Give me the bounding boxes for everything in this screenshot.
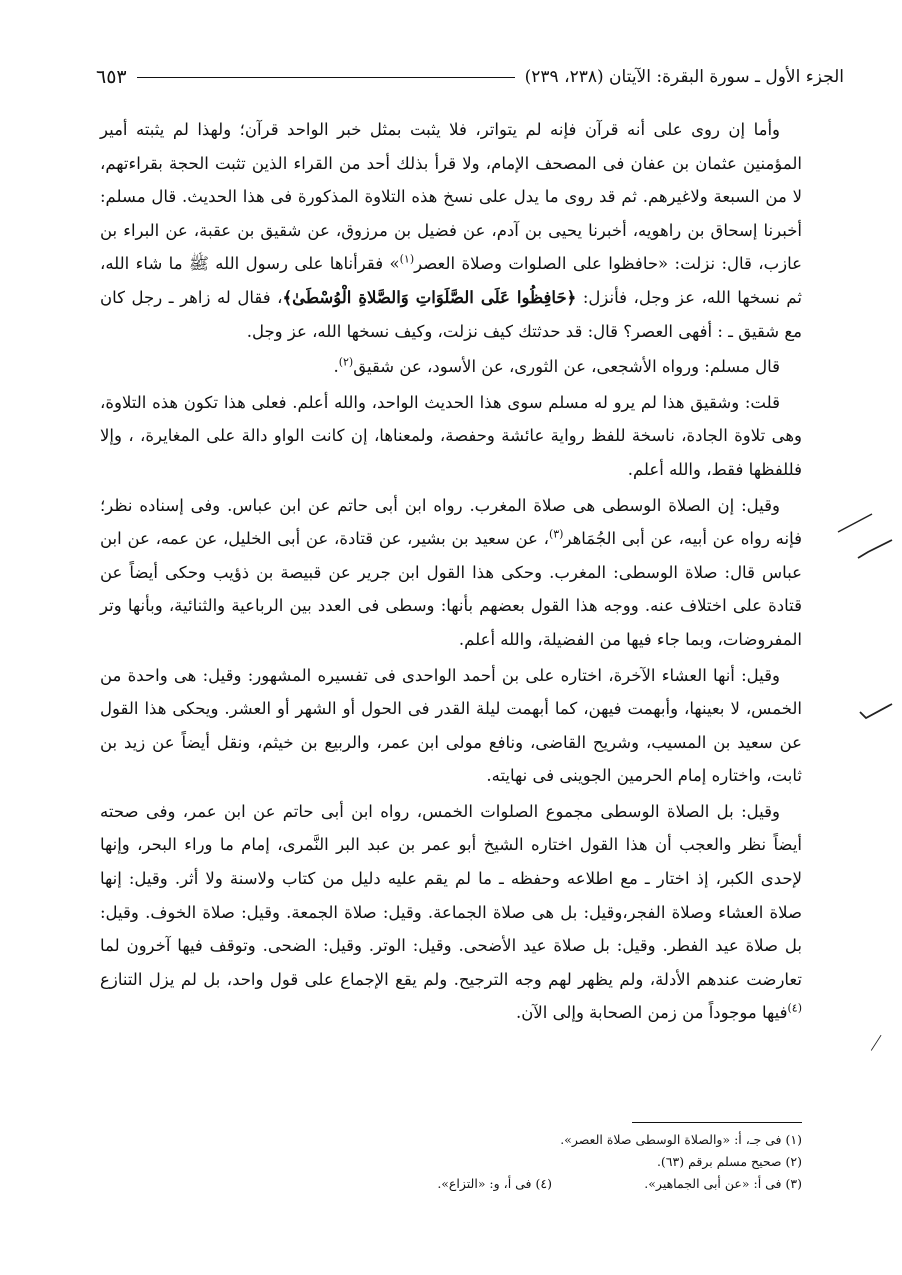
- running-header: [96, 62, 844, 92]
- paragraph-4-text-a: وقيل: إن الصلاة الوسطى هى صلاة المغرب. رواه ابن أبى حاتم عن ابن عباس. وفى إسناده نظر؛ فإنه رواه عن أبيه، عن أبى الجُمَاهر: [100, 495, 802, 549]
- quran-verse: ﴿حَافِظُوا عَلَى الصَّلَوَاتِ وَالصَّلاةِ الْوُسْطَىٰ﴾: [282, 287, 577, 307]
- footnote-1: (١) فى جـ، أ: «والصلاة الوسطى صلاة العصر».: [560, 1132, 802, 1147]
- paragraph-2: [100, 350, 802, 384]
- footnote-ref-4: (٤): [787, 1001, 802, 1015]
- page-number: ٦٥٣: [96, 66, 127, 88]
- footnote-4: (٤) فى أ، و: «التزاع».: [437, 1176, 552, 1191]
- footnote-3: (٣) فى أ: «عن أبى الجماهير».: [644, 1176, 802, 1191]
- paragraph-6-text-a: وقيل: بل الصلاة الوسطى مجموع الصلوات الخمس، رواه ابن أبى حاتم عن ابن عمر، وفى صحته أيضاً نظر والعجب أن هذا القول اختاره الشيخ أبو عمر بن عبد البر النَّمرى، إمام ما وراء البحر، وإنها لإحدى الكبر، إذ اختار ـ مع اطلاعه وحفظه ـ ما لم يقم عليه دليل من كتاب ولاسنة ولا أثر. وقيل: إنها صلاة العشاء وصلاة الفجر،وقيل: بل هى صلاة الجماعة. وقيل: صلاة الجمعة. وقيل: صلاة الخوف. وقيل: بل صلاة عيد الفطر. وقيل: بل صلاة عيد الأضحى. وقيل: الوتر. وقيل: الضحى. وتوقف فيها آخرون لما تعارضت عندهم الأدلة، ولم يظهر لهم وجه الترجيح. ولم يقع الإجماع على قول واحد، بل لم يزل التنازع: [100, 801, 802, 989]
- margin-check-mark-icon: [856, 700, 896, 722]
- paragraph-2-text: قال مسلم: ورواه الأشجعى، عن الثورى، عن الأسود، عن شقيق: [353, 357, 780, 377]
- paragraph-4-text-b: ، عن سعيد بن بشير، عن قتادة، عن أبى الخليل، عن عمه، عن ابن عباس قال: صلاة الوسطى: المغرب. وحكى هذا القول ابن جرير عن قبيصة بن ذؤيب وحكى أيضاً عن قتادة على اختلاف عنه. ووجه هذا القول بعضهم بأنها: وسطى فى العدد بين الرباعية والثنائية، وبأنها وتر المفروضات، وبما جاء فيها من الفضيلة، والله أعلم.: [100, 529, 802, 649]
- main-text: [100, 113, 802, 1032]
- footnotes: [100, 1122, 802, 1195]
- margin-check-mark-icon: [836, 512, 876, 534]
- margin-check-mark-icon: [860, 1034, 900, 1056]
- footnote-ref-3: (٣): [548, 527, 564, 541]
- paragraph-2-end: .: [333, 357, 339, 377]
- margin-check-mark-icon: [856, 538, 896, 560]
- footnote-2: (٢) صحيح مسلم برقم (٦٣).: [656, 1154, 802, 1169]
- header-rule: [137, 77, 515, 78]
- paragraph-1: [100, 113, 802, 348]
- paragraph-6: [100, 795, 802, 1030]
- paragraph-3: قلت: وشقيق هذا لم يرو له مسلم سوى هذا الحديث الواحد، والله أعلم. فعلى هذا تكون هذه التلاوة، وهى تلاوة الجادة، ناسخة للفظ رواية عائشة وحفصة، ولمعناها، إن كانت الواو دالة على المغايرة، ، وإلا فللفظها فقط، والله أعلم.: [100, 392, 802, 479]
- paragraph-5: وقيل: أنها العشاء الآخرة، اختاره على بن أحمد الواحدى فى تفسيره المشهور: وقيل: هى واحدة من الخمس، لا بعينها، وأبهمت فيهن، كما أبهمت ليلة القدر فى الحول أو الشهر أو العشر. ويحكى هذا القول عن سعيد بن المسيب، وشريح القاضى، ونافع مولى ابن عمر، والربيع بن خيثم، ونقل أيضاً عن زيد بن ثابت، واختاره إمام الحرمين الجوينى فى نهايته.: [100, 665, 802, 786]
- footnote-ref-2: (٢): [338, 355, 354, 369]
- header-title: الجزء الأول ـ سورة البقرة: الآيتان (٢٣٨، ٢٣٩): [524, 67, 844, 87]
- footnote-row: [100, 1173, 802, 1195]
- paragraph-6-text-b: فيها موجوداً من زمن الصحابة وإلى الآن.: [516, 1003, 788, 1023]
- footnote-rule: [632, 1122, 802, 1123]
- paragraph-1-text-b: » فقرأناها على رسول الله ﷺ ما شاء الله، ثم نسخها الله، عز وجل، فأنزل:: [100, 254, 802, 307]
- paragraph-1-text-c: ، فقال له زاهر ـ رجل كان مع شقيق ـ : أفهى العصر؟ قال: قد حدثتك كيف نزلت، وكيف نسخها الله، عز وجل.: [100, 287, 802, 341]
- paragraph-1-text-a: وأما إن روى على أنه قرآن فإنه لم يتواتر، فلا يثبت بمثل خبر الواحد قرآن؛ ولهذا لم يثبته أمير المؤمنين عثمان بن عفان فى المصحف الإمام، ولا قرأ بذلك أحد من القراء الذين تثبت الحجة بقراءتهم، لا من السبعة ولاغيرهم. ثم قد روى ما يدل على نسخ هذه التلاوة المذكورة فى هذا الحديث. قال مسلم: أخبرنا إسحاق بن راهويه، أخبرنا يحيى بن آدم، عن فضيل بن مرزوق، عن شقيق بن عقبة، عن البراء بن عازب، قال: نزلت: «حافظوا على الصلوات وصلاة العصر: [100, 120, 803, 274]
- paragraph-4: [100, 489, 802, 657]
- footnote-ref-1: (١): [399, 252, 415, 266]
